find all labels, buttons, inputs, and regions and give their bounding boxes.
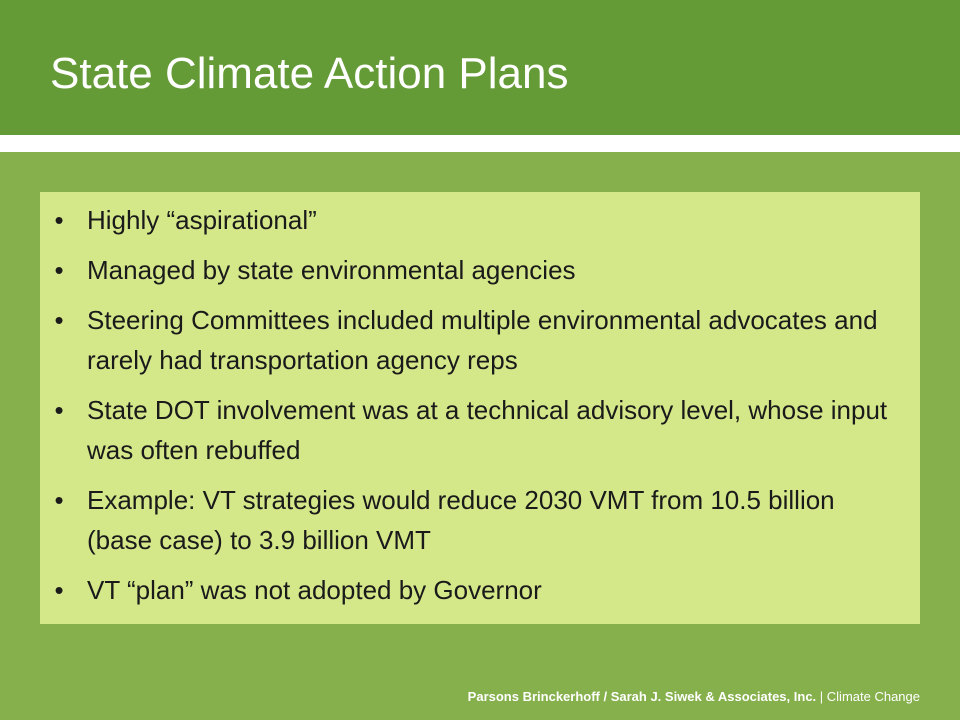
bullet-text: VT “plan” was not adopted by Governor <box>87 575 542 605</box>
bullet-icon: • <box>54 395 64 425</box>
bullet-text: State DOT involvement was at a technical advisory level, whose input was often rebuffed <box>87 395 888 465</box>
title-bar <box>0 0 960 135</box>
slide-footer <box>468 688 920 706</box>
bullet-icon: • <box>54 205 64 235</box>
bullet-item <box>40 200 920 240</box>
slide-title: State Climate Action Plans <box>50 49 569 98</box>
bullet-text: Highly “aspirational” <box>87 205 317 235</box>
footer-separator: | <box>816 689 827 704</box>
footer-topic: Climate Change <box>826 689 920 704</box>
bullet-icon: • <box>54 485 64 515</box>
bullet-item <box>40 390 920 470</box>
bullet-item <box>40 570 920 610</box>
title-divider <box>0 135 960 152</box>
bullet-item <box>40 250 920 290</box>
bullet-text: Managed by state environmental agencies <box>87 255 576 285</box>
footer-company: Parsons Brinckerhoff / Sarah J. Siwek & Associates, Inc. <box>467 689 817 704</box>
bullet-icon: • <box>54 255 64 285</box>
bullet-text: Steering Committees included multiple environmental advocates and rarely had transportation agency reps <box>87 305 878 375</box>
bullet-item <box>40 300 920 380</box>
bullet-item <box>40 480 920 560</box>
bullet-icon: • <box>54 305 64 335</box>
bullet-list <box>40 200 920 620</box>
content-box <box>40 192 920 624</box>
bullet-icon: • <box>54 575 64 605</box>
bullet-text: Example: VT strategies would reduce 2030 VMT from 10.5 billion (base case) to 3.9 billion VMT <box>87 485 835 555</box>
